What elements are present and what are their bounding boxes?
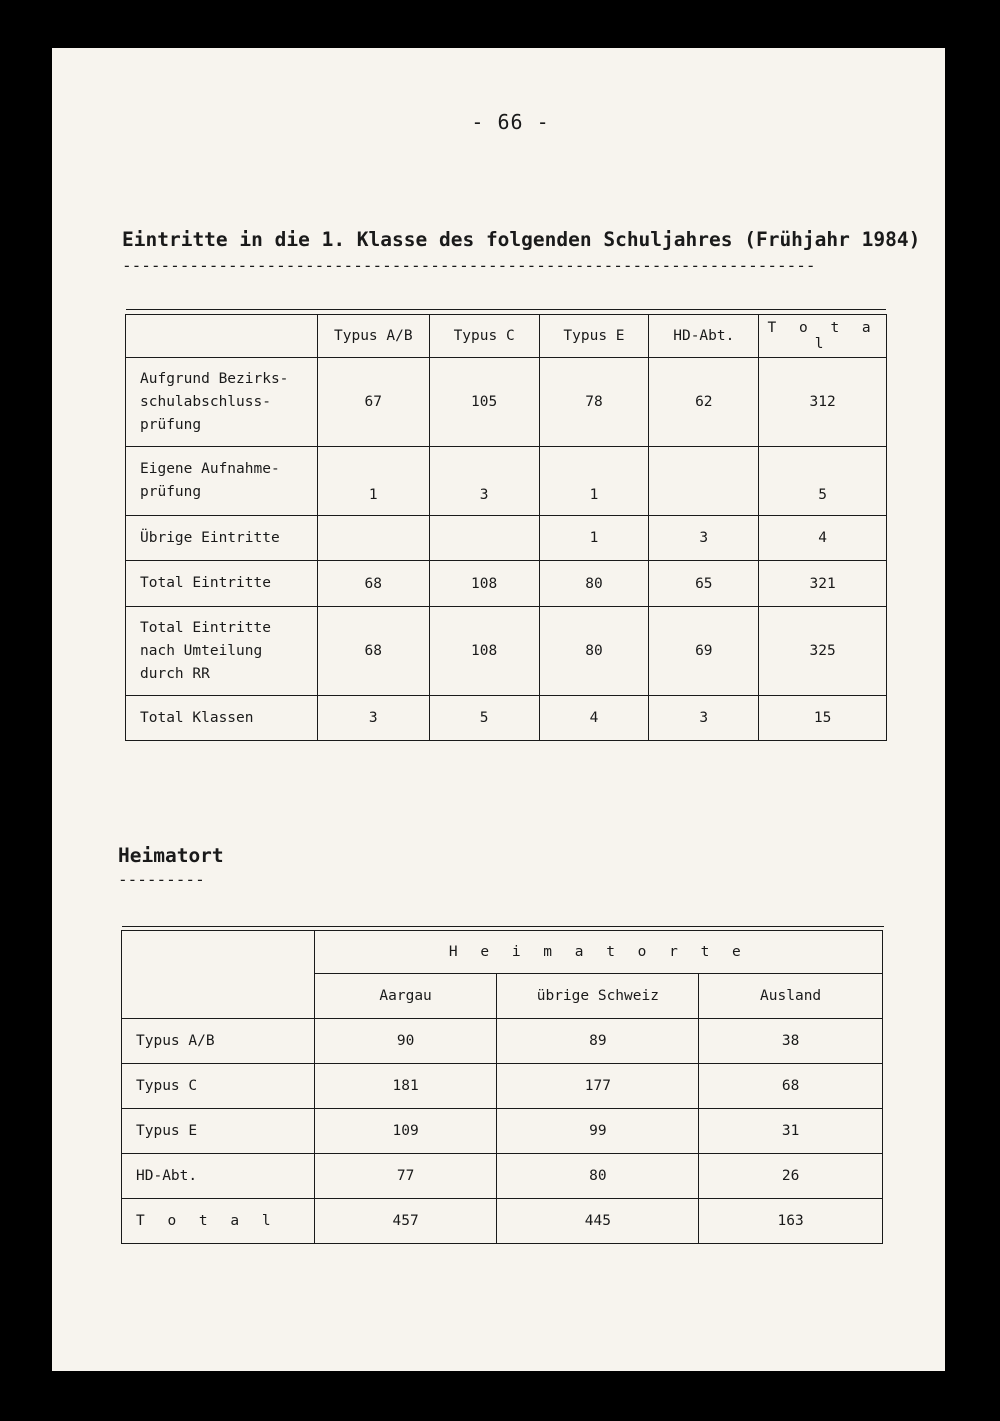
column-header: Ausland [699,974,883,1019]
table-cell: 108 [429,561,539,607]
table-cell: 445 [497,1199,699,1244]
entries-table [125,314,887,741]
table-cell: 89 [497,1019,699,1064]
column-header: übrige Schweiz [497,974,699,1019]
row-label: Übrige Eintritte [126,516,318,561]
column-header: Typus E [539,315,649,358]
table-row [122,1109,883,1154]
heimatort-table [121,930,883,1244]
table-cell: 80 [497,1154,699,1199]
table-cell: 4 [759,516,887,561]
table-cell: 99 [497,1109,699,1154]
table-cell: 68 [317,561,429,607]
table-cell: 321 [759,561,887,607]
table-row [126,516,887,561]
table-cell: 31 [699,1109,883,1154]
table-cell: 5 [429,696,539,741]
table-row [126,447,887,516]
table-row [122,1019,883,1064]
row-label: HD-Abt. [122,1154,315,1199]
table-cell: 15 [759,696,887,741]
page-number: - 66 - [471,110,550,134]
row-label: Total Eintritte nach Umteilung durch RR [126,607,318,696]
row-label: Typus C [122,1064,315,1109]
row-label: Total Eintritte [126,561,318,607]
table-cell: 80 [539,561,649,607]
table-cell [649,447,759,516]
table-row [122,1199,883,1244]
table-cell: 38 [699,1019,883,1064]
table-header-row [126,315,887,358]
table-cell: 312 [759,358,887,447]
column-header [126,315,318,358]
group-header: H e i m a t o r t e [314,931,882,974]
table-cell: 325 [759,607,887,696]
table1-top-rule [126,309,886,310]
table-cell: 69 [649,607,759,696]
corner-cell [122,931,315,1019]
column-header: Typus C [429,315,539,358]
table-cell: 62 [649,358,759,447]
table-cell: 68 [317,607,429,696]
table-cell: 177 [497,1064,699,1109]
table-cell: 181 [314,1064,497,1109]
table2-top-rule [122,926,884,927]
table-row [126,561,887,607]
table-cell [317,516,429,561]
table-cell: 1 [539,447,649,516]
section2-underline: --------- [118,870,205,889]
table-row [126,358,887,447]
table-cell: 1 [539,516,649,561]
table-cell: 3 [649,516,759,561]
table-cell: 109 [314,1109,497,1154]
table-cell: 163 [699,1199,883,1244]
row-label: Typus A/B [122,1019,315,1064]
row-label: Total Klassen [126,696,318,741]
table-row [126,696,887,741]
row-label: T o t a l [122,1199,315,1244]
table-cell: 3 [317,696,429,741]
column-header: T o t a l [759,315,887,358]
column-header: HD-Abt. [649,315,759,358]
table-cell: 3 [649,696,759,741]
document-page [52,48,945,1371]
table-cell: 65 [649,561,759,607]
table-group-header-row [122,931,883,974]
row-label: Aufgrund Bezirks- schulabschluss- prüfung [126,358,318,447]
table-cell: 26 [699,1154,883,1199]
table-cell: 77 [314,1154,497,1199]
table-row [122,1064,883,1109]
table-cell: 105 [429,358,539,447]
table-cell [429,516,539,561]
table-cell: 1 [317,447,429,516]
table-cell: 78 [539,358,649,447]
table-cell: 457 [314,1199,497,1244]
table-cell: 108 [429,607,539,696]
table-cell: 90 [314,1019,497,1064]
section1-underline: ------------------------------------------------------------------------ [122,256,816,275]
table-cell: 80 [539,607,649,696]
section2-title: Heimatort [118,844,224,867]
table-cell: 67 [317,358,429,447]
section1-title: Eintritte in die 1. Klasse des folgenden Schuljahres (Frühjahr 1984) [122,228,921,251]
row-label: Eigene Aufnahme- prüfung [126,447,318,516]
column-header: Typus A/B [317,315,429,358]
table-row [126,607,887,696]
column-header: Aargau [314,974,497,1019]
table-cell: 4 [539,696,649,741]
table-cell: 3 [429,447,539,516]
table-cell: 5 [759,447,887,516]
table-row [122,1154,883,1199]
table-cell: 68 [699,1064,883,1109]
row-label: Typus E [122,1109,315,1154]
